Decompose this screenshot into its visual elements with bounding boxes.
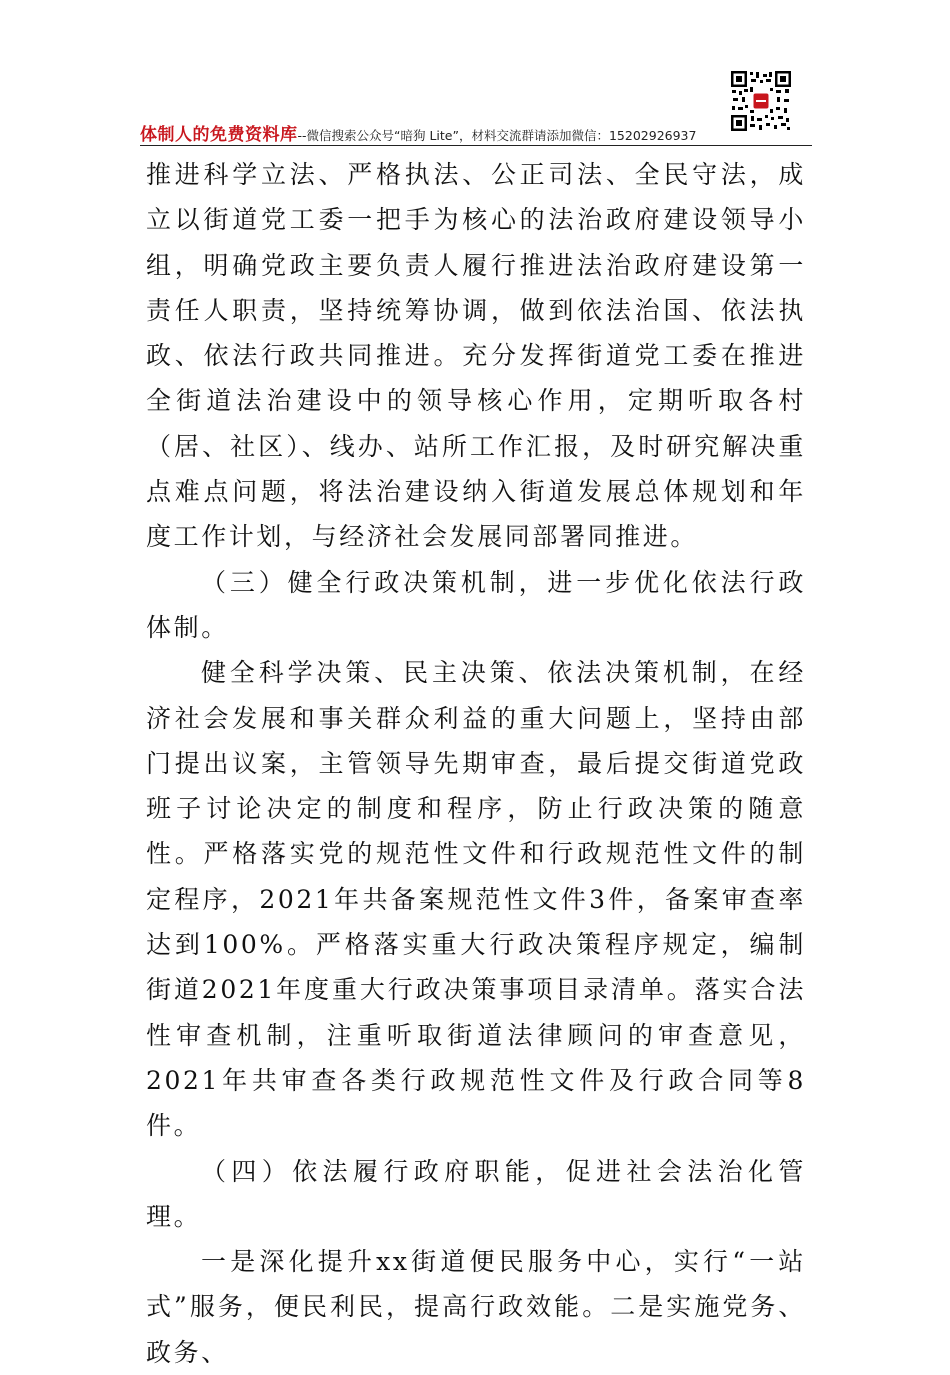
section-heading: （三）健全行政决策机制，进一步优化依法行政体制。: [146, 567, 806, 642]
page-header: [140, 120, 812, 144]
qr-code-icon: [730, 70, 792, 132]
body-paragraph: 推进科学立法、严格执法、公正司法、全民守法，成立以街道党工委一把手为核心的法治政府建设领导小组，明确党政主要负责人履行推进法治政府建设第一责任人职责，坚持统筹协调，做到依法治国、依法执政、依法行政共同推进。充分发挥街道党工委在推进全街道法治建设中的领导核心作用，定期听取各村（居、社区）、线办、站所工作汇报，及时研究解决重点难点问题，将法治建设纳入街道发展总体规划和年度工作计划，与经济社会发展同部署同推进。: [146, 160, 806, 552]
header-divider: [140, 145, 812, 146]
body-paragraph: 健全科学决策、民主决策、依法决策机制，在经济社会发展和事关群众利益的重大问题上，坚持由部门提出议案，主管领导先期审查，最后提交街道党政班子讨论决定的制度和程序，防止行政决策的随意性。严格落实党的规范性文件和行政规范性文件的制定程序，2021年共备案规范性文件3件，备案审查率达到100%。严格落实重大行政决策程序规定，编制街道2021年度重大行政决策事项目录清单。落实合法性审查机制，注重听取街道法律顾问的审查意见，2021年共审查各类行政规范性文件及行政合同等8件。: [146, 658, 806, 1141]
header-note: --微信搜索公众号“暗狗 Lite”，材料交流群请添加微信：15202926937: [297, 128, 697, 143]
section-heading: （四）依法履行政府职能，促进社会法治化管理。: [146, 1156, 806, 1231]
header-brand: 体制人的免费资料库: [140, 125, 298, 145]
body-paragraph: 一是深化提升xx街道便民服务中心，实行“一站式”服务，便民利民，提高行政效能。二是实施党务、政务、: [146, 1247, 806, 1367]
document-body: [146, 152, 806, 1375]
